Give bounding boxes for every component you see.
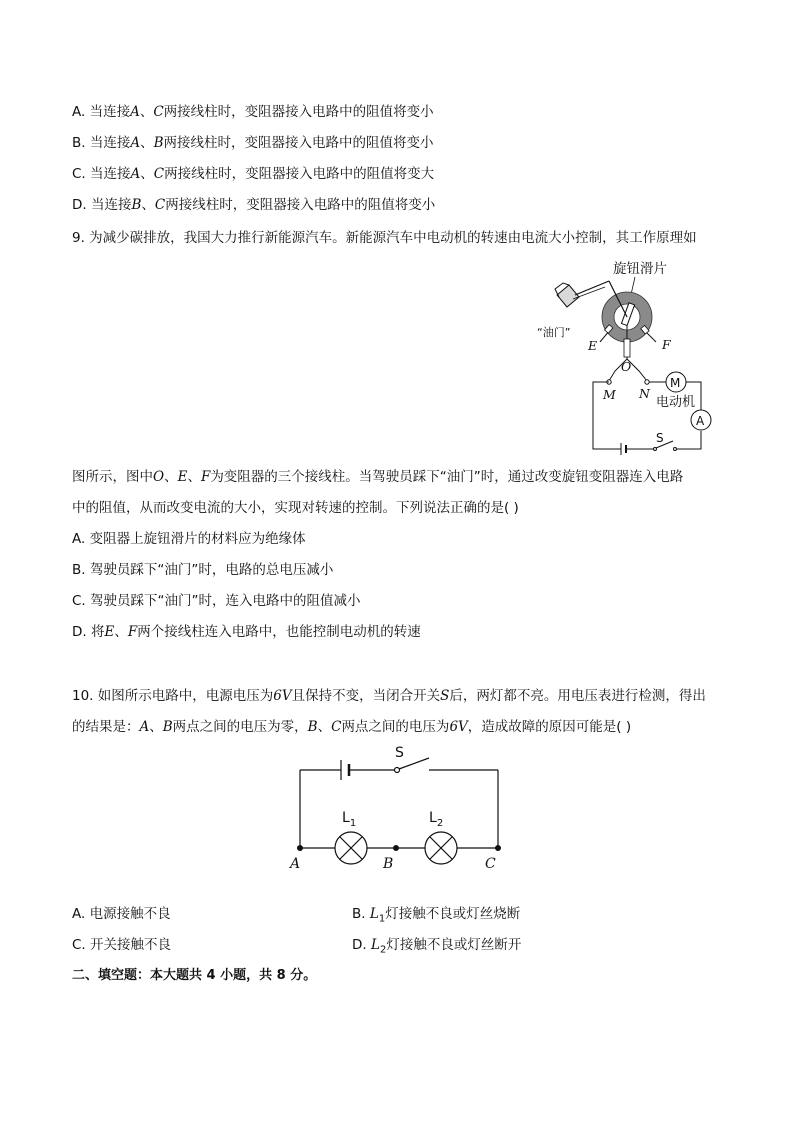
q9-option-c: C. 驾驶员踩下“油门”时，连入电路中的阻值减小: [72, 593, 361, 609]
q10-stem-line2: 的结果是：A、B两点之间的电压为零，B、C两点之间的电压为6V，造成故障的原因可能是( ): [72, 719, 632, 735]
q9-option-d: D. 将E、F两个接线柱连入电路中，也能控制电动机的转速: [72, 624, 421, 640]
node-n: [645, 380, 649, 384]
motor-label: 电动机: [656, 395, 696, 410]
q8-option-c: C. 当连接A、C两接线柱时，变阻器接入电路中的阻值将变大: [72, 166, 435, 182]
svg-text:M: M: [670, 376, 681, 390]
q10-option-d: D. $L_2$灯接触不良或灯丝断开: [352, 937, 522, 956]
q10-option-b: B. $L_1$灯接触不良或灯丝烧断: [352, 906, 521, 925]
section-2-heading: 二、填空题：本大题共 4 小题，共 8 分。: [72, 968, 317, 983]
node-a-label: A: [290, 856, 301, 872]
svg-text:A: A: [696, 414, 705, 428]
q9-option-b: B. 驾驶员踩下“油门”时，电路的总电压减小: [72, 562, 334, 578]
switch-left-contact: [395, 768, 400, 773]
q10-option-a: A. 电源接触不良: [72, 906, 171, 922]
knob-label: 旋钮滑片: [613, 261, 667, 277]
node-c: [495, 845, 501, 851]
lamp-l1-icon: [335, 832, 367, 864]
q9-stem-line3: 中的阻值，从而改变电流的大小，实现对转速的控制。下列说法正确的是( ): [72, 500, 519, 516]
svg-text:E: E: [588, 338, 598, 353]
q10-circuit-figure: [285, 740, 515, 875]
q8-option-d: D. 当连接B、C两接线柱时，变阻器接入电路中的阻值将变小: [72, 197, 436, 213]
svg-text:O: O: [621, 359, 632, 374]
svg-text:N: N: [639, 386, 650, 401]
q9-option-a: A. 变阻器上旋钮滑片的材料应为绝缘体: [72, 531, 306, 547]
lamp-l2-label: $L_2$: [429, 810, 444, 829]
node-b-label: B: [383, 856, 394, 872]
node-a: [297, 845, 303, 851]
throttle-label: “油门”: [537, 326, 571, 339]
svg-text:S: S: [656, 431, 664, 445]
svg-text:M: M: [603, 387, 616, 402]
q10-option-c: C. 开关接触不良: [72, 937, 172, 953]
lamp-l2-icon: [425, 832, 457, 864]
q9-stem-line1: 9. 为减少碳排放，我国大力推行新能源汽车。新能源汽车中电动机的转速由电流大小控制，其工作原理如: [72, 230, 697, 246]
q9-stem-line2: 图所示，图中O、E、F为变阻器的三个接线柱。当驾驶员踩下“油门”时，通过改变旋钮变阻器连入电路: [72, 469, 684, 485]
switch-label: S: [395, 745, 404, 761]
svg-text:F: F: [662, 337, 671, 352]
q9-circuit-figure: [535, 255, 735, 455]
node-b: [393, 845, 399, 851]
q8-option-a: A. 当连接A、C两接线柱时，变阻器接入电路中的阻值将变小: [72, 104, 434, 120]
node-c-label: C: [485, 856, 496, 872]
lamp-l1-label: $L_1$: [342, 810, 357, 829]
q10-stem-line1: 10. 如图所示电路中，电源电压为6V且保持不变，当闭合开关S后，两灯都不亮。用电压表进行检测，得出: [72, 688, 706, 704]
q8-option-b: B. 当连接A、B两接线柱时，变阻器接入电路中的阻值将变小: [72, 135, 434, 151]
